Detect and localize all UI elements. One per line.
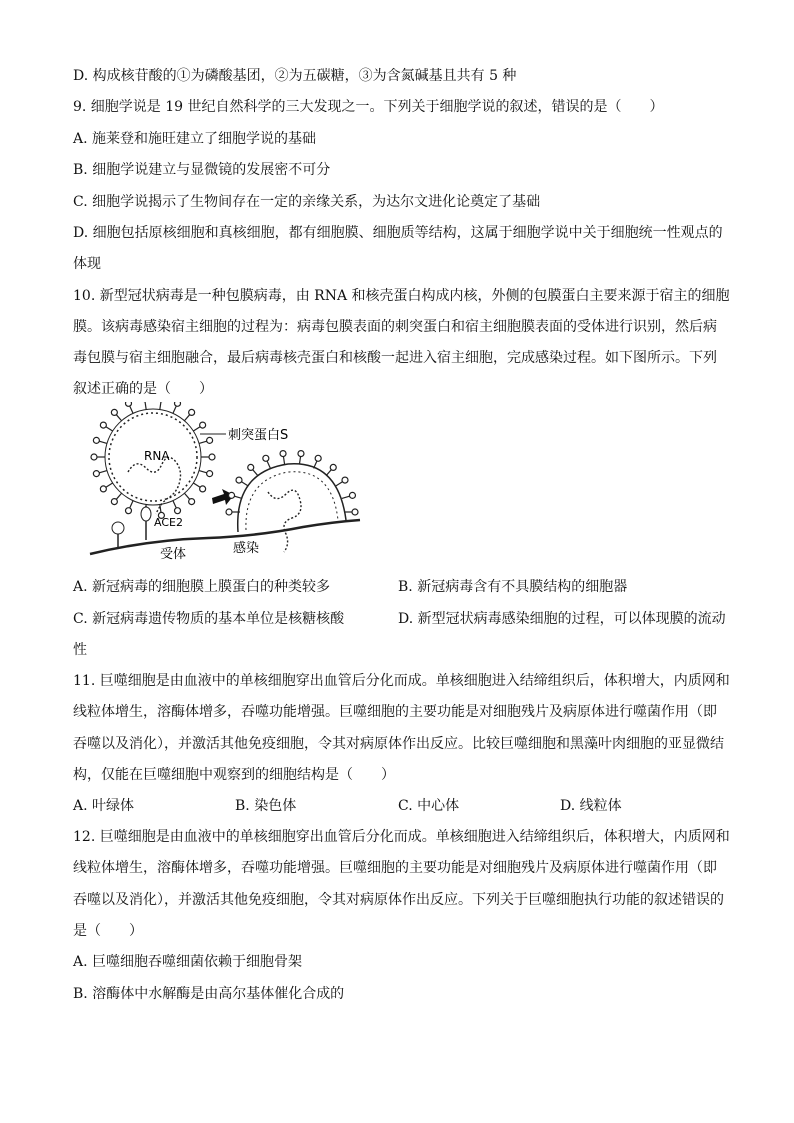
q11-stem-line2: 线粒体增生，溶酶体增多，吞噬功能增强。巨噬细胞的主要功能是对细胞残片及病原体进行噬菌作用（即 <box>73 704 717 720</box>
q11-option-d: D. 线粒体 <box>560 798 622 814</box>
q8-option-d: D. 构成核苷酸的①为磷酸基团，②为五碳糖，③为含氮碱基且共有 5 种 <box>73 68 517 84</box>
q10-stem-line3: 毒包膜与宿主细胞融合，最后病毒核壳蛋白和核酸一起进入宿主细胞，完成感染过程。如下图所示。下列 <box>73 350 717 366</box>
q12-stem-line4: 是（ ） <box>73 923 143 939</box>
q12-stem-line1: 12. 巨噬细胞是由血液中的单核细胞穿出血管后分化而成。单核细胞进入结缔组织后，体积增大，内质网和 <box>73 829 730 845</box>
q10-stem-line2: 膜。该病毒感染宿主细胞的过程为：病毒包膜表面的刺突蛋白和宿主细胞膜表面的受体进行识别，然后病 <box>73 319 717 335</box>
q9-stem: 9. 细胞学说是 19 世纪自然科学的三大发现之一。下列关于细胞学说的叙述，错误的是（ ） <box>73 99 664 115</box>
q9-option-d-line1: D. 细胞包括原核细胞和真核细胞，都有细胞膜、细胞质等结构，这属于细胞学说中关于细胞统一性观点的 <box>73 225 723 241</box>
q9-option-b: B. 细胞学说建立与显微镜的发展密不可分 <box>73 162 331 178</box>
q12-option-a: A. 巨噬细胞吞噬细菌依赖于细胞骨架 <box>73 954 303 970</box>
q11-stem-line4: 构，仅能在巨噬细胞中观察到的细胞结构是（ ） <box>73 767 395 783</box>
spike-protein-label: 刺突蛋白S <box>228 428 289 443</box>
q11-option-a: A. 叶绿体 <box>73 798 135 814</box>
q11-stem-line3: 吞噬以及消化），并激活其他免疫细胞，令其对病原体作出反应。比较巨噬细胞和黑藻叶肉细胞的亚显微结 <box>73 736 724 752</box>
q11-stem-line1: 11. 巨噬细胞是由血液中的单核细胞穿出血管后分化而成。单核细胞进入结缔组织后，体积增大，内质网和 <box>73 673 730 689</box>
q9-option-a: A. 施莱登和施旺建立了细胞学说的基础 <box>73 131 317 147</box>
q12-stem-line2: 线粒体增生，溶酶体增多，吞噬功能增强。巨噬细胞的主要功能是对细胞残片及病原体进行噬菌作用（即 <box>73 860 717 876</box>
q11-option-c: C. 中心体 <box>398 798 460 814</box>
receptor-label: 受体 <box>160 547 187 562</box>
rna-label: RNA <box>144 449 170 463</box>
q10-option-b: B. 新冠病毒含有不具膜结构的细胞器 <box>398 579 628 595</box>
q10-stem-line4: 叙述正确的是（ ） <box>73 381 213 397</box>
q10-option-a: A. 新冠病毒的细胞膜上膜蛋白的种类较多 <box>73 579 331 595</box>
q11-option-b: B. 染色体 <box>235 798 297 814</box>
q10-option-c: C. 新冠病毒遗传物质的基本单位是核糖核酸 <box>73 611 345 627</box>
host-membrane <box>90 520 360 554</box>
q10-option-d-line2: 性 <box>73 642 87 658</box>
q10-option-d-line1: D. 新型冠状病毒感染细胞的过程，可以体现膜的流动 <box>398 611 726 627</box>
q12-stem-line3: 吞噬以及消化），并激活其他免疫细胞，令其对病原体作出反应。下列关于巨噬细胞执行功能的叙述错误的 <box>73 892 724 908</box>
q9-option-c: C. 细胞学说揭示了生物间存在一定的亲缘关系，为达尔文进化论奠定了基础 <box>73 194 541 210</box>
fused-virus <box>226 451 358 552</box>
q10-stem-line1: 10. 新型冠状病毒是一种包膜病毒，由 RNA 和核壳蛋白构成内核，外侧的包膜蛋白主要来源于宿主的细胞 <box>73 288 730 304</box>
ace2-label: ACE2 <box>154 516 183 529</box>
q12-option-b: B. 溶酶体中水解酶是由高尔基体催化合成的 <box>73 986 345 1002</box>
infection-label: 感染 <box>233 541 260 556</box>
virus-infection-diagram <box>88 402 363 562</box>
virus-infection-figure <box>88 402 363 562</box>
q9-option-d-line2: 体现 <box>73 256 101 272</box>
